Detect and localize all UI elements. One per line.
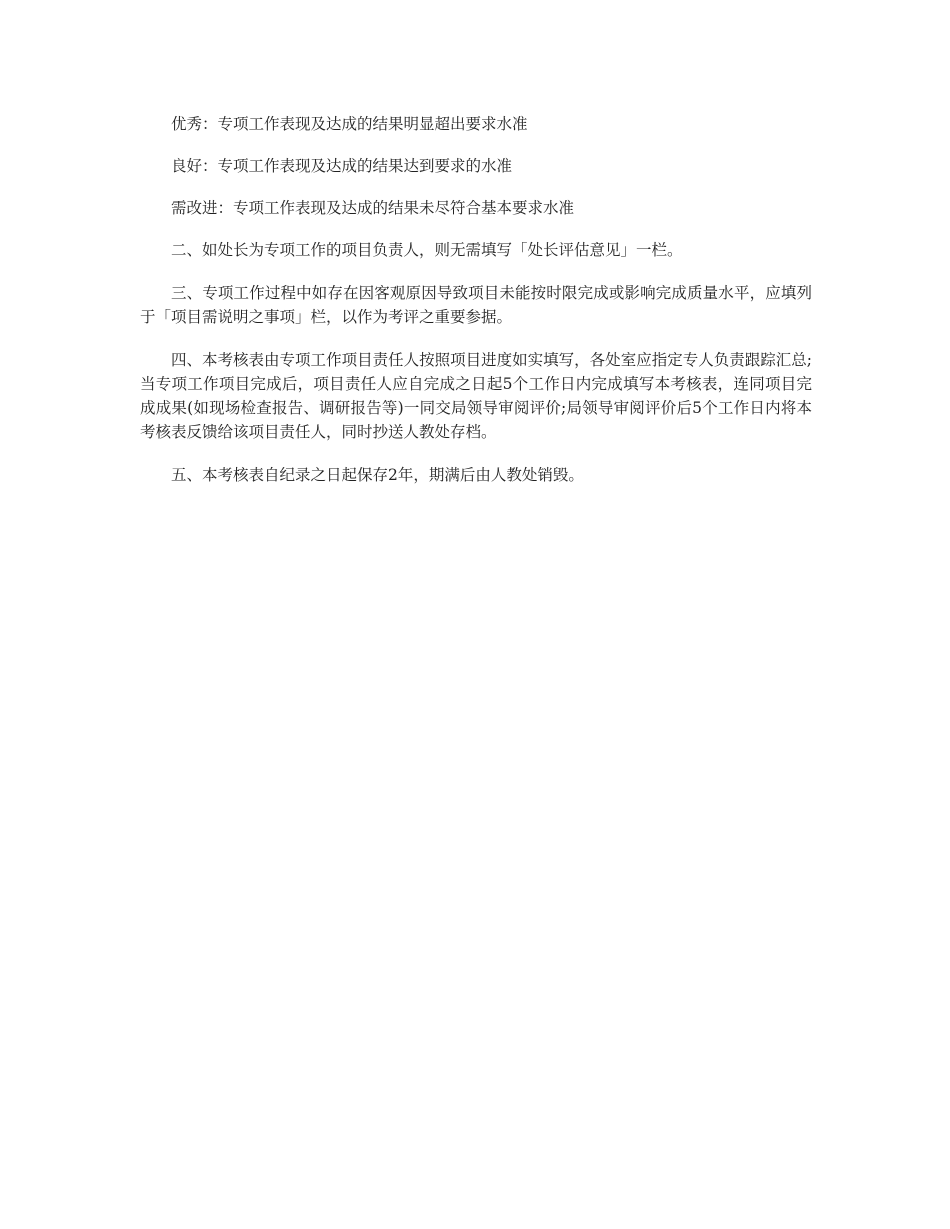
clause-three: 三、专项工作过程中如存在因客观原因导致项目未能按时限完成或影响完成质量水平，应填列于「项目需说明之事项」栏，以作为考评之重要参据。 [140, 284, 812, 326]
clause-four: 四、本考核表由专项工作项目责任人按照项目进度如实填写，各处室应指定专人负责跟踪汇总;当专项工作项目完成后，项目责任人应自完成之日起5个工作日内完成填写本考核表，连同项目完成成果(如现场检查报告、调研报告等)一同交局领导审阅评价;局领导审阅评价后5个工作日内将本考核表反馈给该项目责任人，同时抄送人教处存档。 [140, 351, 812, 441]
clause-two: 二、如处长为专项工作的项目负责人，则无需填写「处长评估意见」一栏。 [171, 241, 683, 259]
rating-needs-improvement: 需改进：专项工作表现及达成的结果未尽符合基本要求水准 [171, 199, 575, 217]
rating-good: 良好：专项工作表现及达成的结果达到要求的水准 [171, 157, 513, 175]
rating-excellent: 优秀：专项工作表现及达成的结果明显超出要求水准 [171, 115, 528, 133]
clause-five: 五、本考核表自纪录之日起保存2年，期满后由人教处销毁。 [171, 466, 584, 484]
document-body [140, 112, 812, 506]
